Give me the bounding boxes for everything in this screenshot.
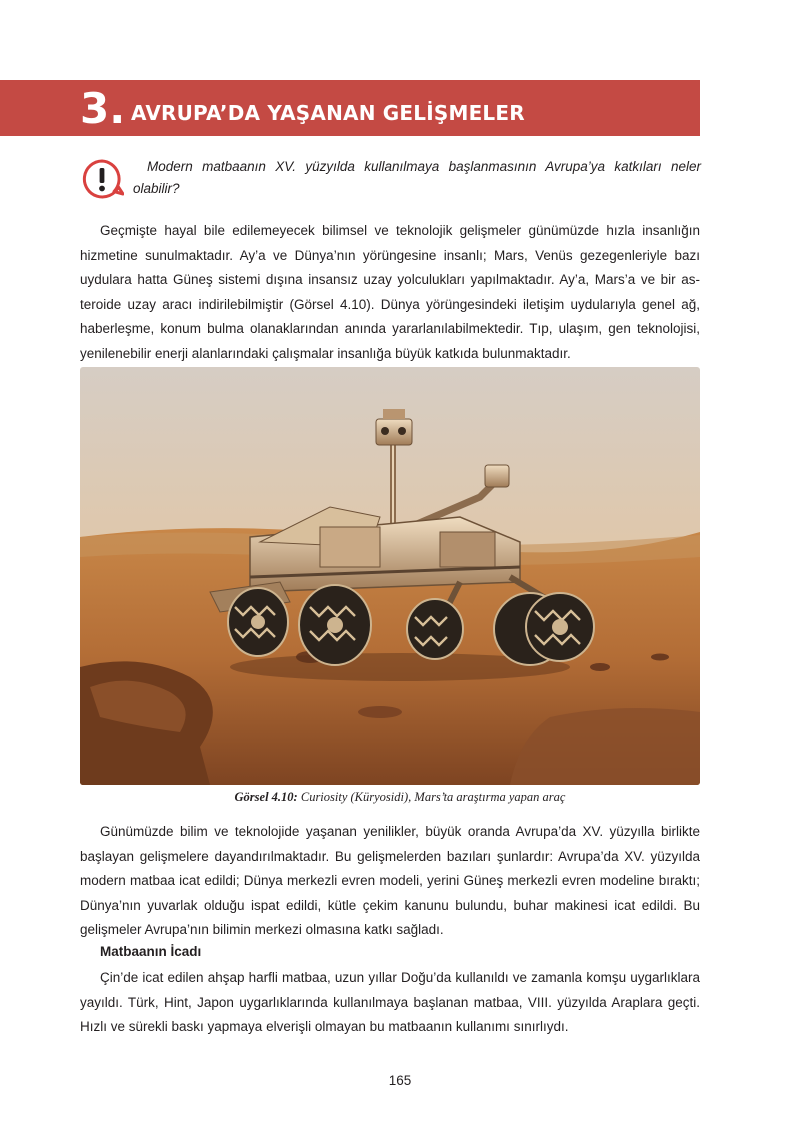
figure-caption <box>0 788 800 806</box>
section-number: 3. <box>80 84 126 133</box>
page-number: 165 <box>388 1073 412 1088</box>
exclamation-icon <box>80 157 124 201</box>
question-text: Modern matbaanın XV. yüzyılda kullanılmaya başlanmasının Avrupa’ya katkıları neler olabilir? <box>133 159 701 196</box>
subheading-printing: Matbaanın İcadı <box>100 944 202 959</box>
figure-label: Görsel 4.10: <box>234 790 298 804</box>
paragraph-intro: Geçmişte hayal bile edilemeyecek bilimsel ve teknolojik gelişmeler günümüzde hızla insanlığın hizmetine sunulmaktadır. Ay’a ve Dünya’nın yörüngesine insanlı; Mars, Venüs gezegenleriyle bazı uydulara hatta Güneş sistemi dışına insansız uzay yolculukları yapılmaktadır. Ay’a, Mars’a ve bir asteroide uzay aracı indirilebilmiştir (Görsel 4.10). Dünya yörüngesindeki iletişim uydularıyla genel ağ, haberleşme, konum bulma olanaklarından anında yararlanılabilmektedir. Tıp, ulaşım, gen teknolojisi, yenilenebilir enerji alanlarındaki çalışmalar insanlığa büyük katkıda bulunmaktadır. <box>80 223 700 361</box>
curiosity-rover-image <box>80 367 700 785</box>
section-header <box>0 80 700 136</box>
paragraph-developments: Günümüzde bilim ve teknolojide yaşanan yenilikler, büyük oranda Avrupa’da XV. yüzyılla birlikte başlayan gelişmelere dayandırılmaktadır. Bu gelişmelerden bazıları şunlardır: Avrupa’da XV. yüzyılda modern matbaa icat edildi; Dünya merkezli evren modeli, yerini Güneş merkezli evren modeline bıraktı; Dünya’nın yuvarlak olduğu ispat edildi, kütle çekim kanunu bulundu, buhar makinesi icat edildi. Bu gelişmeler Avrupa’nın bilimin merkezi olmasına katkı sağladı. <box>80 824 700 938</box>
paragraph-printing: Çin’de icat edilen ahşap harfli matbaa, uzun yıllar Doğu’da kullanıldı ve zamanla komşu uygarlıklara yayıldı. Türk, Hint, Japon uygarlıklarında kullanılmaya başlanan matbaa, VIII. yüzyılda Araplara geçti. Hızlı ve sürekli baskı yapmaya elverişli olmayan bu matbaanın kullanımı sınırlıydı. <box>80 970 700 1035</box>
section-title: AVRUPA’DA YAŞANAN GELİŞMELER <box>131 101 525 125</box>
question-box <box>80 155 702 205</box>
figure-caption-text: Curiosity (Küryosidi), Mars’ta araştırma yapan araç <box>297 790 566 804</box>
